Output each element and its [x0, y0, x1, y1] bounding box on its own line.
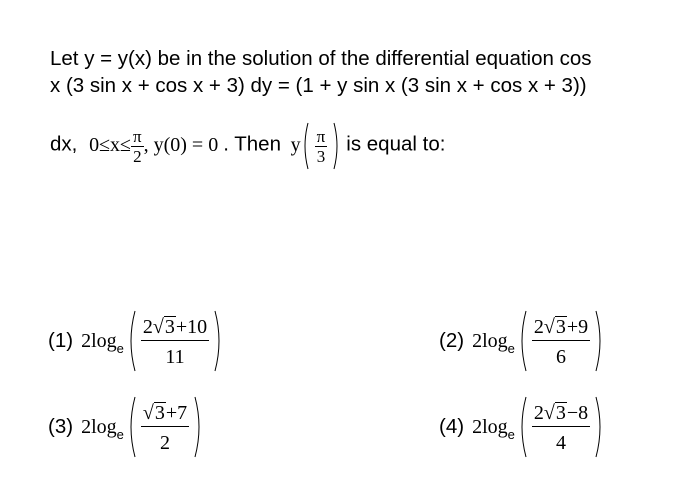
option-label: (2): [439, 329, 465, 352]
fraction-denominator: 2: [159, 431, 170, 454]
radicand: 3: [555, 401, 566, 424]
sqrt-icon: √: [152, 315, 164, 338]
option-fraction: [532, 316, 590, 367]
option-coef: 2log: [472, 329, 508, 352]
domain-frac-den: 2: [133, 146, 142, 166]
option-fraction: [532, 402, 590, 453]
option-fraction: [141, 402, 189, 453]
option-coef: 2log: [81, 415, 117, 438]
question-line-3: [50, 122, 445, 170]
left-paren-icon: [126, 396, 136, 458]
radicand: 3: [164, 315, 175, 338]
fraction-denominator: 11: [165, 345, 185, 368]
option-coef: 2log: [81, 329, 117, 352]
right-paren-icon: [595, 310, 605, 372]
option-4[interactable]: [439, 396, 605, 458]
eval-frac-den: 3: [316, 146, 326, 166]
question-line-2: x (3 sin x + cos x + 3) dy = (1 + y sin x (3 sin x + cos x + 3)): [50, 74, 587, 97]
num-coef: 2: [533, 315, 544, 338]
right-paren-icon: [595, 396, 605, 458]
suffix-text: is equal to:: [346, 132, 446, 156]
then-text: . Then: [223, 132, 281, 156]
num-tail: +9: [566, 315, 589, 338]
domain-frac-num: π: [133, 126, 142, 146]
num-tail: +7: [165, 401, 188, 424]
log-base: e: [116, 340, 124, 356]
log-base: e: [507, 340, 515, 356]
eval-fraction: [315, 128, 328, 165]
right-paren-icon: [333, 122, 341, 170]
option-label: (3): [48, 415, 74, 438]
domain-tail: , y(0) = 0: [143, 133, 219, 156]
fraction-numerator: [141, 316, 209, 341]
evaluation-expression: [290, 126, 347, 166]
sqrt-icon: √: [543, 401, 555, 424]
option-label: (1): [48, 329, 74, 352]
domain-text: 0≤x≤: [89, 133, 132, 156]
right-paren-icon: [214, 310, 224, 372]
dx-text: dx,: [50, 132, 78, 156]
num-coef: 2: [533, 401, 544, 424]
eval-frac-num: π: [316, 126, 326, 146]
option-2[interactable]: [439, 310, 605, 372]
log-base: e: [116, 426, 124, 442]
question-line-1: Let y = y(x) be in the solution of the differential equation cos: [50, 47, 592, 70]
log-base: e: [507, 426, 515, 442]
fraction-numerator: [532, 316, 590, 341]
left-paren-icon: [517, 310, 527, 372]
left-paren-icon: [126, 310, 136, 372]
option-fraction: [141, 316, 209, 367]
domain-fraction: [131, 128, 144, 165]
right-paren-icon: [194, 396, 204, 458]
option-1[interactable]: [48, 310, 224, 372]
fraction-denominator: 4: [555, 431, 566, 454]
num-tail: −8: [566, 401, 589, 424]
sqrt-icon: √: [543, 315, 555, 338]
left-paren-icon: [301, 122, 309, 170]
radicand: 3: [154, 401, 165, 424]
fraction-numerator: [141, 402, 189, 427]
num-tail: +10: [175, 315, 208, 338]
domain-condition: [89, 126, 223, 166]
eval-func: y: [290, 133, 301, 156]
fraction-numerator: [532, 402, 590, 427]
option-label: (4): [439, 415, 465, 438]
fraction-denominator: 6: [555, 345, 566, 368]
left-paren-icon: [517, 396, 527, 458]
sqrt-icon: √: [142, 401, 154, 424]
option-3[interactable]: [48, 396, 204, 458]
option-coef: 2log: [472, 415, 508, 438]
num-coef: 2: [142, 315, 153, 338]
radicand: 3: [555, 315, 566, 338]
